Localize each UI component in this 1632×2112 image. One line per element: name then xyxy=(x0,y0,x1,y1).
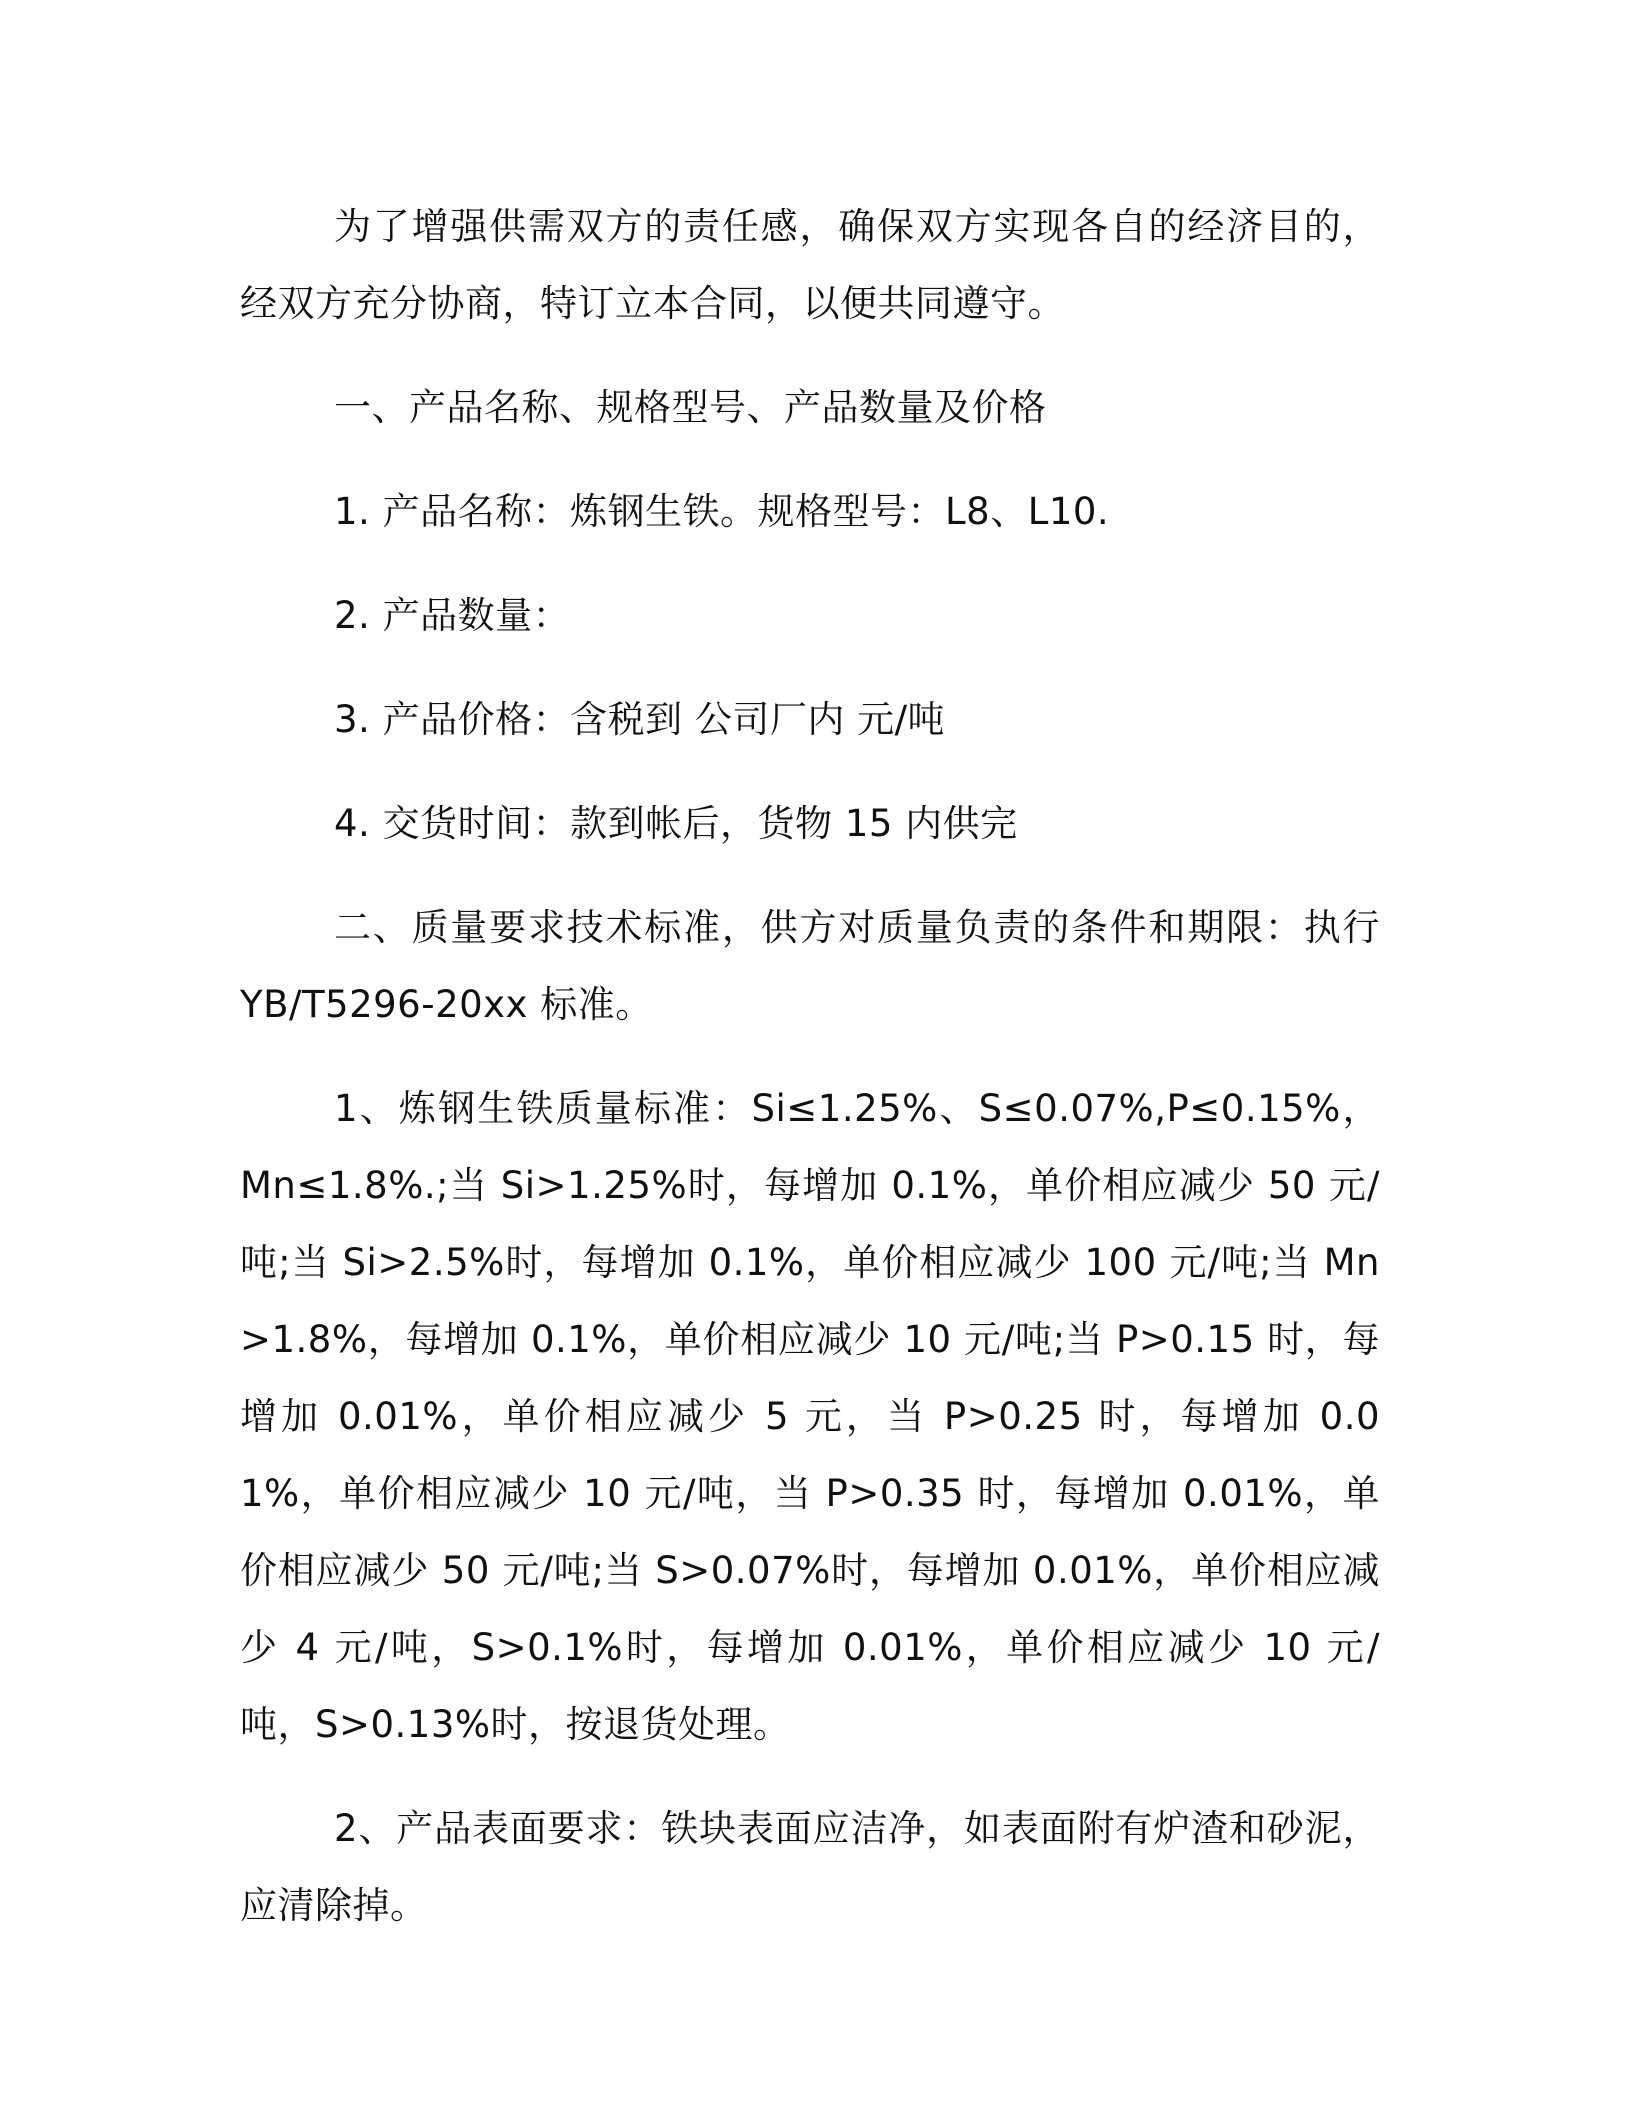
paragraph-quality-standard: 1、炼钢生铁质量标准：Si≤1.25%、S≤0.07%,P≤0.15%，Mn≤1.8%.;当 Si>1.25%时，每增加 0.1%，单价相应减少 50 元/吨;当 Si>2.5%时，每增加 0.1%，单价相应减少 100 元/吨;当 Mn>1.8%，每增加 0.1%，单价相应减少 10 元/吨;当 P>0.15 时，每增加 0.01%，单价相应减少 5 元，当 P>0.25 时，每增加 0.01%，单价相应减少 10 元/吨，当 P>0.35 时，每增加 0.01%，单价相应减少 50 元/吨;当 S>0.07%时，每增加 0.01%，单价相应减少 4 元/吨，S>0.1%时，每增加 0.01%，单价相应减少 10 元/吨，S>0.13%时，按退货处理。 xyxy=(240,1087,1380,1746)
paragraph-surface-requirement: 2、产品表面要求：铁块表面应洁净，如表面附有炉渣和砂泥，应清除掉。 xyxy=(240,1807,1380,1927)
paragraph-product-name: 1. 产品名称：炼钢生铁。规格型号：L8、L10. xyxy=(334,490,1110,533)
paragraph-intro: 为了增强供需双方的责任感，确保双方实现各自的经济目的，经双方充分协商，特订立本合同，以便共同遵守。 xyxy=(240,205,1380,325)
section-heading-product-info: 一、产品名称、规格型号、产品数量及价格 xyxy=(334,386,1047,429)
paragraph-delivery-time: 4. 交货时间：款到帐后，货物 15 内供完 xyxy=(334,802,1018,845)
paragraph-product-price: 3. 产品价格：含税到 公司厂内 元/吨 xyxy=(334,698,946,741)
section-heading-quality: 二、质量要求技术标准，供方对质量负责的条件和期限：执行 YB/T5296-20xx 标准。 xyxy=(240,906,1380,1026)
paragraph-product-quantity: 2. 产品数量： xyxy=(334,594,571,637)
document-body xyxy=(240,188,1380,1944)
